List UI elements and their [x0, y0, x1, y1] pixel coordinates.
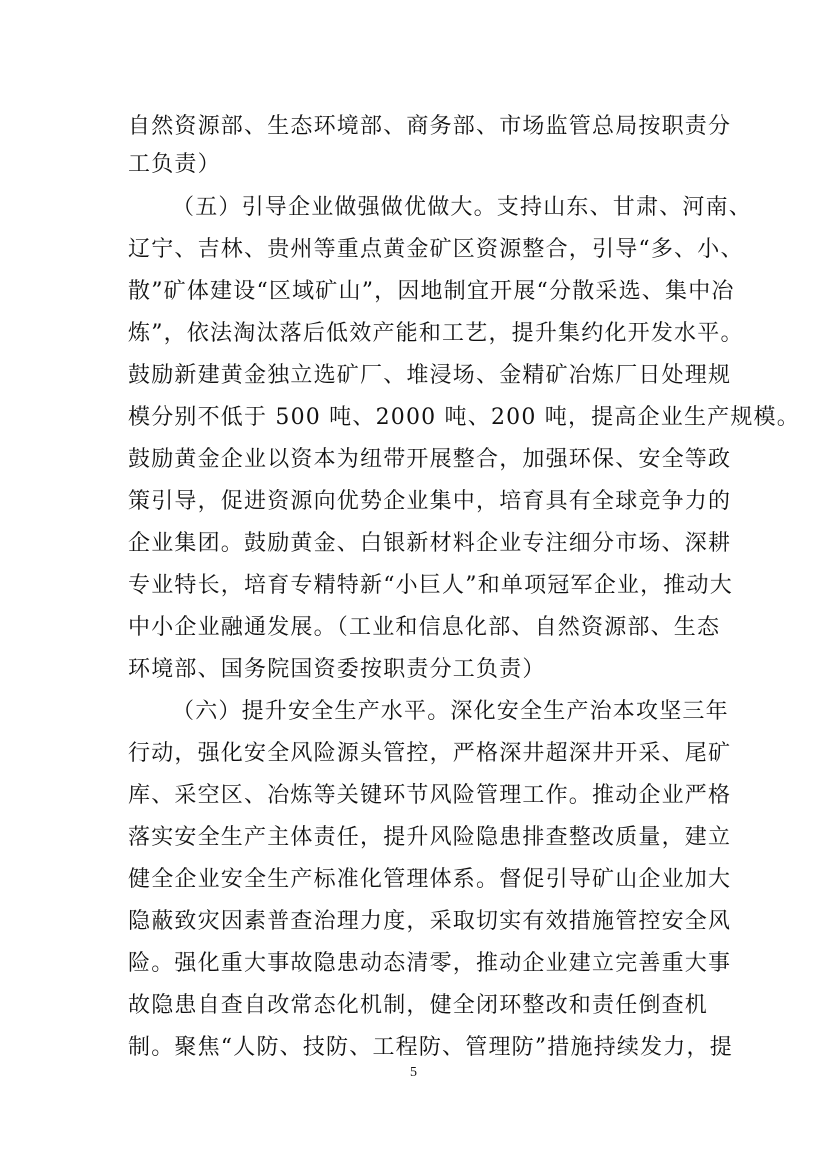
body-text-line: 健全企业安全生产标准化管理体系。督促引导矿山企业加大: [128, 867, 732, 892]
body-text-line: 中小企业融通发展。（工业和信息化部、自然资源部、生态: [128, 615, 721, 640]
body-text-line: 库、采空区、冶炼等关键环节风险管理工作。推动企业严格: [128, 783, 732, 808]
page-number: 5: [410, 1065, 417, 1080]
body-text-line: 专业特长，培育专精特新“小巨人”和单项冠军企业，推动大: [128, 573, 733, 598]
body-text-line: 环境部、国务院国资委按职责分工负责）: [128, 657, 546, 682]
body-text-line: 辽宁、吉林、贵州等重点黄金矿区资源整合，引导“多、小、: [128, 237, 744, 262]
body-text-line: 行动，强化安全风险源头管控，严格深井超深井开采、尾矿: [128, 741, 732, 766]
body-text-line: 鼓励新建黄金独立选矿厂、堆浸场、金精矿冶炼厂日处理规: [128, 363, 732, 388]
body-text-line: 企业集团。鼓励黄金、白银新材料企业专注细分市场、深耕: [128, 531, 732, 556]
body-text-line: 险。强化重大事故隐患动态清零，推动企业建立完善重大事: [128, 951, 732, 976]
body-text-line: 自然资源部、生态环境部、商务部、市场监管总局按职责分: [128, 114, 732, 139]
body-text-line: 鼓励黄金企业以资本为纽带开展整合，加强环保、安全等政: [128, 447, 732, 472]
body-text-line: 策引导，促进资源向优势企业集中，培育具有全球竞争力的: [128, 489, 732, 514]
body-text-line: 落实安全生产主体责任，提升风险隐患排查整改质量，建立: [128, 825, 732, 850]
body-text-line: 故隐患自查自改常态化机制，健全闭环整改和责任倒查机: [128, 993, 709, 1018]
body-text-line: 模分别不低于 500 吨、2000 吨、200 吨，提高企业生产规模。: [128, 405, 800, 430]
body-text-line: 隐蔽致灾因素普查治理力度，采取切实有效措施管控安全风: [128, 909, 732, 934]
body-text-line: 工负责）: [128, 152, 221, 177]
section-heading-line: （五）引导企业做强做优做大。支持山东、甘肃、河南、: [172, 195, 753, 220]
body-text-line: 炼”，依法淘汰落后低效产能和工艺，提升集约化开发水平。: [128, 321, 744, 346]
body-text-line: 制。聚焦“人防、技防、工程防、管理防”措施持续发力，提: [128, 1035, 733, 1060]
body-text-line: 散”矿体建设“区域矿山”，因地制宜开展“分散采选、集中冶: [128, 279, 735, 304]
section-heading-line: （六）提升安全生产水平。深化安全生产治本攻坚三年: [172, 699, 729, 724]
